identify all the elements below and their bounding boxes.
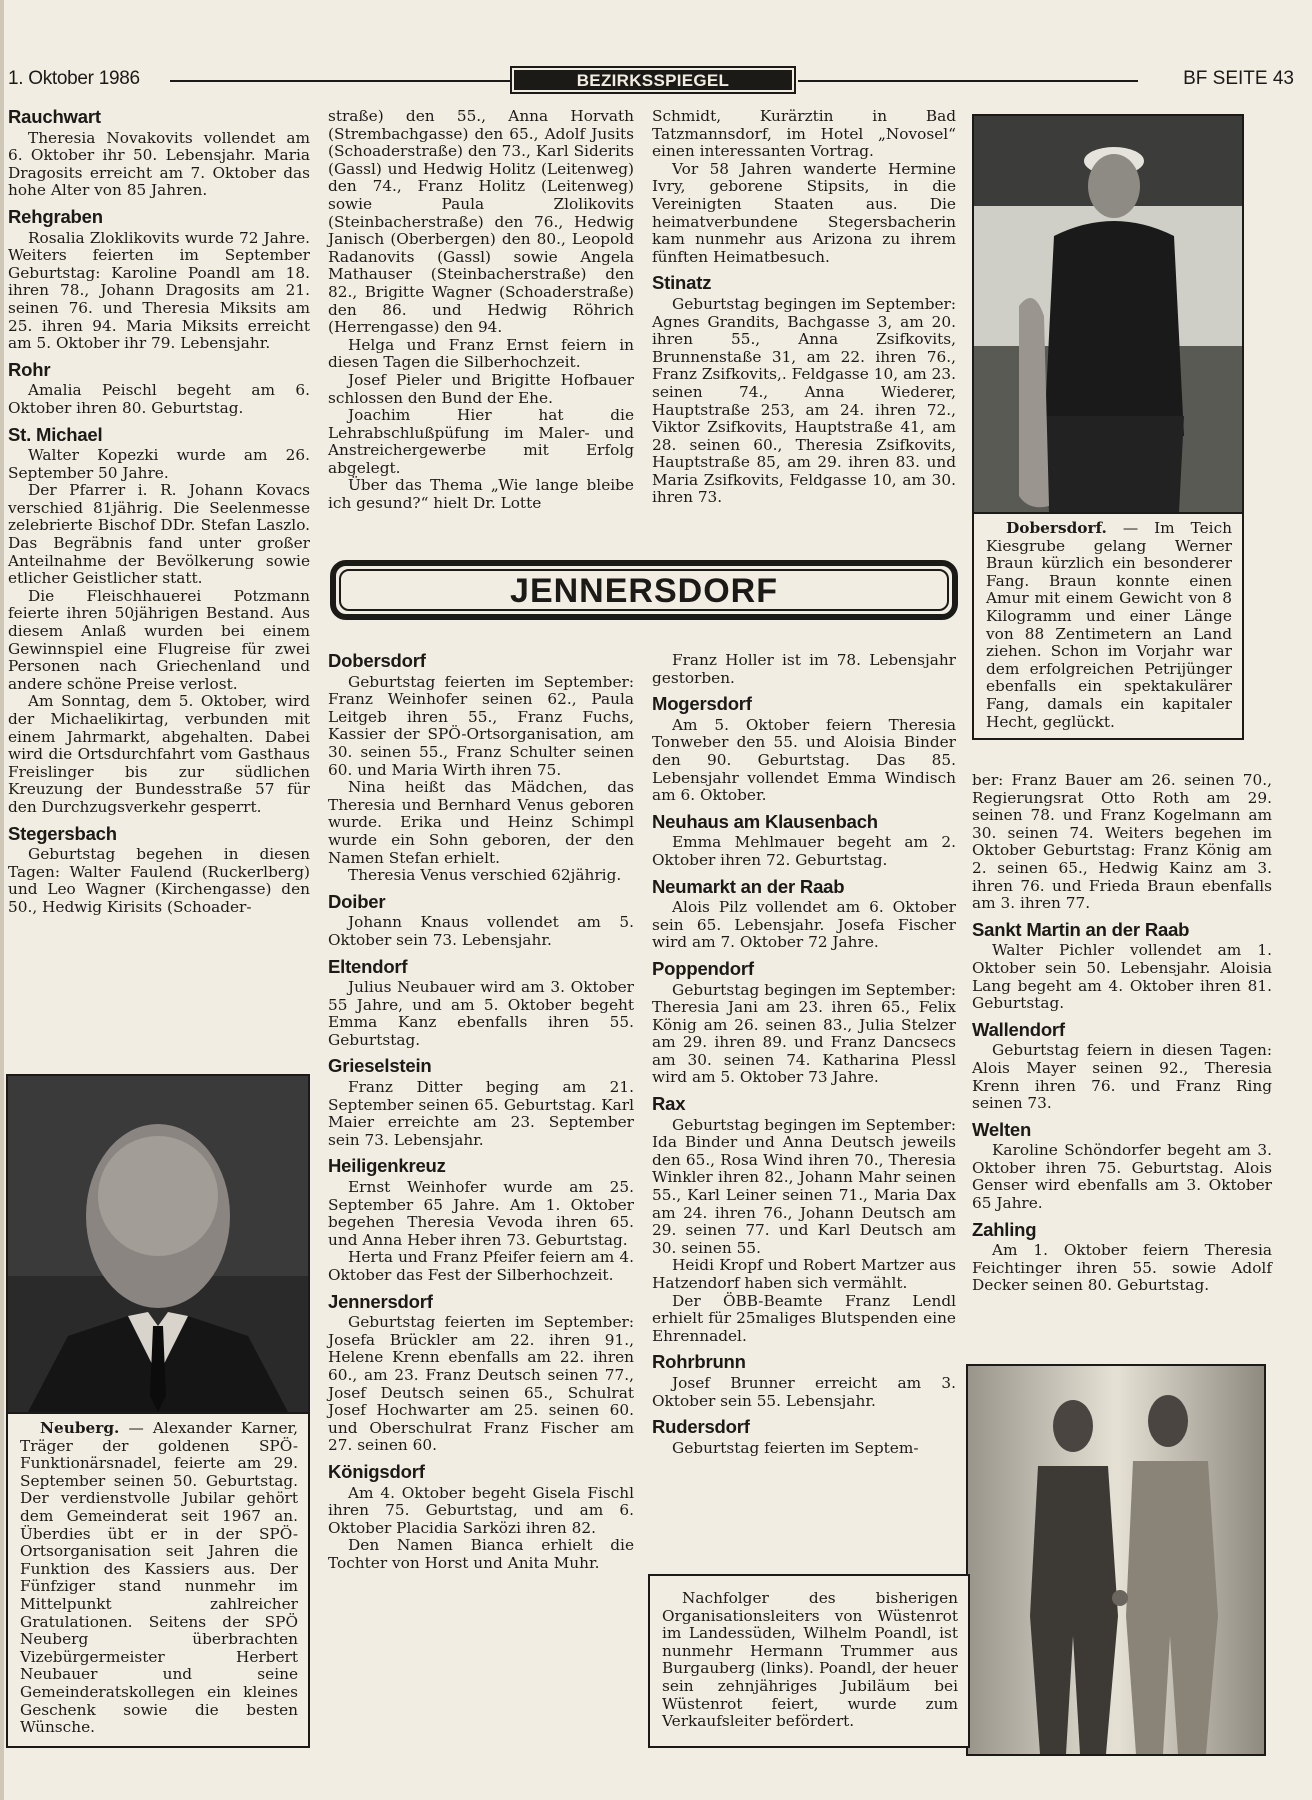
heading-rauchwart: Rauchwart bbox=[8, 106, 101, 127]
article-text: Geburtstag begingen im September: Agnes Grandits, Bachgasse 3, am 20. ihren 55., Anna Zsifkovits, Brunnenstaße 31, am 22. ihren 76., Franz Zsifkovits,. Feldgasse 10, am 23. seinen 74., Anna Wiederer, Hauptstraße 253, am 24. ihren 72., Viktor Zsifkovits, Hauptstraße 41, am 28. seinen 60., Theresia Zsifkovits, Hauptstraße 85, am 29. ihren 83. und Maria Zsifkovits, Feldgasse 10, am 30. ihren 73. bbox=[652, 294, 956, 507]
caption-wuestenrot bbox=[648, 1574, 970, 1748]
article-text: Geburtstag feierten im Septem- bbox=[672, 1438, 919, 1457]
page-number: BF SEITE 43 bbox=[1183, 68, 1294, 89]
article-text: Am 4. Oktober begeht Gisela Fischl ihren 75. Geburtstag, und am 6. Oktober Placidia Sarközi ihren 82. bbox=[328, 1483, 634, 1537]
article-text: Franz Holler ist im 78. Lebensjahr gestorben. bbox=[652, 651, 956, 687]
article-text: Den Namen Bianca erhielt die Tochter von Horst und Anita Muhr. bbox=[328, 1536, 634, 1572]
article-text: Geburtstag feierten im September: Franz Weinhofer seinen 62., Paula Leitgeb ihren 55., Franz Fuchs, Kassier der SPÖ-Ortsorganisation, am 30. seinen 55., Franz Schulter seinen 60. und Maria Wirth ihren 75. bbox=[328, 672, 634, 779]
caption-lead: Neuberg. bbox=[40, 1419, 120, 1437]
heading-poppendorf: Poppendorf bbox=[652, 957, 754, 979]
article-text: Geburtstag begingen im September: Theresia Jani am 23. ihren 65., Felix König am 26. seinen 83., Julia Stelzer am 29. ihren 89. und Franz Dancsecs am 30. seinen 74. Katharina Plessl wird am 5. Oktober 73 Jahre. bbox=[652, 980, 956, 1087]
heading-rudersdorf: Rudersdorf bbox=[652, 1416, 750, 1438]
section-title: BEZIRKSSPIEGEL bbox=[514, 70, 792, 90]
heading-eltendorf: Eltendorf bbox=[328, 955, 408, 977]
caption-lead: Dobersdorf. bbox=[1006, 519, 1107, 537]
heading-rohr: Rohr bbox=[8, 358, 51, 380]
article-text: Amalia Peischl begeht am 6. Oktober ihren 80. Geburtstag. bbox=[8, 381, 310, 417]
heading-rax: Rax bbox=[652, 1093, 686, 1115]
article-text: Walter Pichler vollendet am 1. Oktober sein 50. Lebensjahr. Aloisia Lang begeht am 4. Oktober ihren 81. Geburtstag. bbox=[972, 941, 1272, 1013]
article-text: straße) den 55., Anna Horvath (Strembachgasse) den 65., Adolf Jusits (Schoaderstraße) den 73., Karl Siderits (Gassl) und Hedwig Holitz (Leitenweg) den 74., Franz Holitz (Leitenweg) sowie Paula Zlolikovits (Steinbacherstraße) den 76., Hedwig Janisch (Oberbergen) den 80., Leopold Radanovits (Gassl) sowie Angela Mathauser (Steinbacherstraße) den 82., Brigitte Wagner (Schoaderstraße) den 86. und Hedwig Röhrich (Herrengasse) den 94. bbox=[328, 107, 634, 337]
heading-doiber: Doiber bbox=[328, 890, 386, 912]
heading-stegersbach: Stegersbach bbox=[8, 822, 117, 844]
portrait-man-icon bbox=[8, 1076, 308, 1412]
header-rule-right bbox=[798, 80, 1138, 82]
article-text: Josef Pieler und Brigitte Hofbauer schlossen den Bund der Ehe. bbox=[328, 370, 634, 407]
heading-koenigsdorf: Königsdorf bbox=[328, 1460, 425, 1482]
column-2-top bbox=[328, 108, 634, 513]
article-text: Franz Ditter beging am 21. September seinen 65. Geburtstag. Karl Maier erreichte am 23. September sein 73. Lebensjahr. bbox=[328, 1078, 634, 1149]
heading-rohrbrunn: Rohrbrunn bbox=[652, 1351, 746, 1373]
heading-neumarkt: Neumarkt an der Raab bbox=[652, 875, 845, 897]
handshake-two-men-icon bbox=[968, 1366, 1264, 1754]
article-text: Nina heißt das Mädchen, das Theresia und Bernhard Venus geboren wurde. Erika und Heinz Schimpl wurde ein Sohn geboren, der den Namen Stefan erhielt. bbox=[328, 778, 634, 867]
article-text: Emma Mehlmauer begeht am 2. Oktober ihren 72. Geburtstag. bbox=[652, 833, 956, 869]
article-text: Ernst Weinhofer wurde am 25. September 65 Jahre. Am 1. Oktober begehen Theresia Vevoda ihren 65. und Anna Heber ihren 73. Geburtstag. bbox=[328, 1178, 634, 1249]
photo-neuberg-portrait bbox=[6, 1074, 310, 1414]
page-edge bbox=[0, 0, 4, 1800]
article-text: Herta und Franz Pfeifer feiern am 4. Oktober das Fest der Silberhochzeit. bbox=[328, 1248, 634, 1284]
column-1 bbox=[8, 108, 310, 917]
heading-jennersdorf: Jennersdorf bbox=[328, 1290, 433, 1312]
section-badge bbox=[510, 66, 796, 94]
heading-stinatz: Stinatz bbox=[652, 272, 712, 294]
article-text: Karoline Schöndorfer begeht am 3. Oktober ihren 75. Geburtstag. Alois Genser wird ebenfalls am 3. Oktober 65 Jahre. bbox=[972, 1141, 1272, 1213]
article-text: Der ÖBB-Beamte Franz Lendl erhielt für 25maliges Blutspenden eine Ehrennadel. bbox=[652, 1291, 956, 1345]
article-text: Der Pfarrer i. R. Johann Kovacs verschied 81jährig. Die Seelenmesse zelebrierte Bischof DDr. Stefan Laszlo. Das Begräbnis fand unter großer Anteilnahme der Bevölkerung sowie etlicher Geistlicher statt. bbox=[8, 481, 310, 588]
caption-neuberg bbox=[6, 1412, 310, 1748]
column-2-bottom bbox=[328, 652, 634, 1573]
column-4-bottom bbox=[972, 772, 1272, 1295]
issue-date: 1. Oktober 1986 bbox=[8, 68, 140, 89]
header-rule-left bbox=[170, 80, 510, 82]
article-text: Vor 58 Jahren wanderte Hermine Ivry, geborene Stipsits, in die Vereinigten Staaten aus. Die heimatverbundene Stegersbacherin kam nunmehr aus Arizona zu ihrem fünften Heimatbesuch. bbox=[652, 159, 956, 266]
heading-neuhaus: Neuhaus am Klausenbach bbox=[652, 810, 878, 832]
photo-dobersdorf-fisherman bbox=[972, 114, 1244, 514]
heading-rehgraben: Rehgraben bbox=[8, 205, 103, 227]
heading-grieselstein: Grieselstein bbox=[328, 1055, 432, 1077]
article-text: Heidi Kropf und Robert Martzer aus Hatzendorf haben sich vermählt. bbox=[652, 1256, 956, 1292]
caption-text: — Im Teich Kiesgrube gelang Werner Braun kürzlich ein besonderer Fang. Braun konnte einen Amur mit einem Gewicht von 8 Kilogramm und einer Länge von 88 Zentimetern an Land ziehen. Schon im Vorjahr war dem erfolgreichen Petrijünger ebenfalls ein spektakulärer Fang, damals ein kapitaler Hecht, geglückt. bbox=[986, 519, 1232, 731]
article-text: Joachim Hier hat die Lehrabschlußpüfung im Maler- und Anstreichergewerbe mit Erfolg abgelegt. bbox=[328, 406, 634, 477]
article-text: Über das Thema „Wie lange bleibe ich gesund?“ hielt Dr. Lotte bbox=[328, 476, 634, 513]
article-text: Rosalia Zloklikovits wurde 72 Jahre. Weiters feierten im September Geburtstag: Karoline Poandl am 18. ihren 78., Johann Dragosits am 21. seinen 76. und Theresia Miksits am 25. ihren 94. Maria Miksits erreicht am 5. Oktober ihr 79. Lebensjahr. bbox=[8, 228, 310, 353]
heading-zahling: Zahling bbox=[972, 1218, 1037, 1240]
district-banner bbox=[330, 560, 958, 620]
article-text: Am 1. Oktober feiern Theresia Feichtinger ihren 55. sowie Adolf Decker seinen 80. Geburtstag. bbox=[972, 1241, 1272, 1295]
heading-heiligenkreuz: Heiligenkreuz bbox=[328, 1155, 446, 1177]
caption-text: — Alexander Karner, Träger der goldenen SPÖ-Funktionärsnadel, feierte am 29. September seinen 50. Geburtstag. Der verdienstvolle Jubilar gehört dem Gemeinderat seit 1967 an. Überdies übt er in der SPÖ-Ortsorganisation seit Jahren die Funktion des Kassiers aus. Der Fünfziger stand nunmehr im Mittelpunkt zahlreicher Gratulationen. Seitens der SPÖ Neuberg überbrachten Vizebürgermeister Herbert Neubauer und seine Gemeinderatskollegen ein kleines Geschenk sowie die besten Wünsche. bbox=[20, 1419, 298, 1737]
photo-wuestenrot-handshake bbox=[966, 1364, 1266, 1756]
caption-dobersdorf bbox=[972, 512, 1244, 740]
heading-welten: Welten bbox=[972, 1118, 1032, 1140]
article-text: Geburtstag feiern in diesen Tagen: Alois Mayer seinen 92., Theresia Krenn ihren 76. und Franz Ring seinen 73. bbox=[972, 1041, 1272, 1113]
article-text: Theresia Venus verschied 62jährig. bbox=[348, 866, 622, 885]
article-text: Am Sonntag, dem 5. Oktober, wird der Michaelikirtag, verbunden mit einem Jahrmarkt, abgehalten. Dabei wird die Ortsdurchfahrt vom Gasthaus Freislinger bis zur südlichen Kreuzung der Bundesstraße 57 für den Durchzugsverkehr gesperrt. bbox=[8, 692, 310, 816]
district-title: JENNERSDORF bbox=[339, 569, 949, 611]
heading-sankt-martin: Sankt Martin an der Raab bbox=[972, 918, 1190, 940]
article-text: Geburtstag feierten im September: Josefa Brückler am 22. ihren 91., Helene Krenn ebenfalls am 22. ihren 60., am 23. Franz Deutsch seinen 77., Josef Deutsch seinen 65., Schulrat Josef Hochwarter am 25. seinen 60. und Oberschulrat Franz Fischer am 27. seinen 60. bbox=[328, 1313, 634, 1455]
article-text: Josef Brunner erreicht am 3. Oktober sein 55. Lebensjahr. bbox=[652, 1373, 956, 1410]
article-text: Die Fleischhauerei Potzmann feierte ihren 50jährigen Bestand. Aus diesem Anlaß wurden bei einem Gewinnspiel eine Flugreise für zwei Personen nach Griechenland und andere schöne Preise verlost. bbox=[8, 586, 310, 693]
heading-mogersdorf: Mogersdorf bbox=[652, 693, 752, 715]
article-text: Theresia Novakovits vollendet am 6. Oktober ihr 50. Lebensjahr. Maria Dragosits erreicht am 7. Oktober das hohe Alter von 85 Jahren. bbox=[8, 128, 310, 200]
column-3-top bbox=[652, 108, 956, 507]
article-text: Geburtstag begehen in diesen Tagen: Walter Faulend (Ruckerlberg) und Leo Wagner (Kirchengasse) den 50., Hedwig Kirisits (Schoader- bbox=[8, 845, 310, 916]
article-text: Julius Neubauer wird am 3. Oktober 55 Jahre, und am 5. Oktober begeht Emma Kanz ebenfalls ihren 55. Geburtstag. bbox=[328, 978, 634, 1049]
article-text: ber: Franz Bauer am 26. seinen 70., Regierungsrat Otto Roth am 29. seinen 78. und Franz Kogelmann am 30. seinen 74. Weiters begehen im Oktober Geburtstag: Franz König am 2. seinen 65., Hedwig Kainz am 3. ihren 76. und Frieda Braun ebenfalls am 3. ihren 77. bbox=[972, 771, 1272, 913]
column-3-bottom bbox=[652, 652, 956, 1457]
heading-dobersdorf: Dobersdorf bbox=[328, 650, 426, 671]
heading-st-michael: St. Michael bbox=[8, 423, 103, 445]
article-text: Johann Knaus vollendet am 5. Oktober sein 73. Lebensjahr. bbox=[328, 913, 634, 949]
caption-text: Nachfolger des bisherigen Organisationsleiters von Wüstenrot im Landessüden, Wilhelm Poandl, ist nunmehr Hermann Trummer aus Burgauberg (links). Poandl, der heuer sein zehnjähriges Jubiläum bei Wüstenrot feiert, wurde zum Verkaufsleiter befördert. bbox=[662, 1589, 958, 1731]
article-text: Walter Kopezki wurde am 26. September 50 Jahre. bbox=[8, 446, 310, 482]
article-text: Schmidt, Kurärztin in Bad Tatzmannsdorf, im Hotel „Novosel“ einen interessanten Vortrag. bbox=[652, 107, 956, 161]
heading-wallendorf: Wallendorf bbox=[972, 1018, 1065, 1040]
page-header bbox=[8, 64, 1300, 98]
article-text: Helga und Franz Ernst feiern in diesen Tagen die Silberhochzeit. bbox=[328, 335, 634, 372]
article-text: Geburtstag begingen im September: Ida Binder und Anna Deutsch jeweils den 65., Rosa Wind ihren 70., Theresia Winkler ihren 82., Johann Mahr seinen 55., Karl Leiner seinen 71., Maria Dax am 24. ihren 76., Johann Deutsch am 29. seinen 77. und Karl Deutsch am 30. seinen 55. bbox=[652, 1115, 956, 1257]
article-text: Alois Pilz vollendet am 6. Oktober sein 65. Lebensjahr. Josefa Fischer wird am 7. Oktober 72 Jahre. bbox=[652, 898, 956, 952]
fisherman-with-fish-icon bbox=[974, 116, 1242, 512]
article-text: Am 5. Oktober feiern Theresia Tonweber den 55. und Aloisia Binder den 90. Geburtstag. Das 85. Lebensjahr vollendet Emma Windisch am 6. Oktober. bbox=[652, 715, 956, 805]
